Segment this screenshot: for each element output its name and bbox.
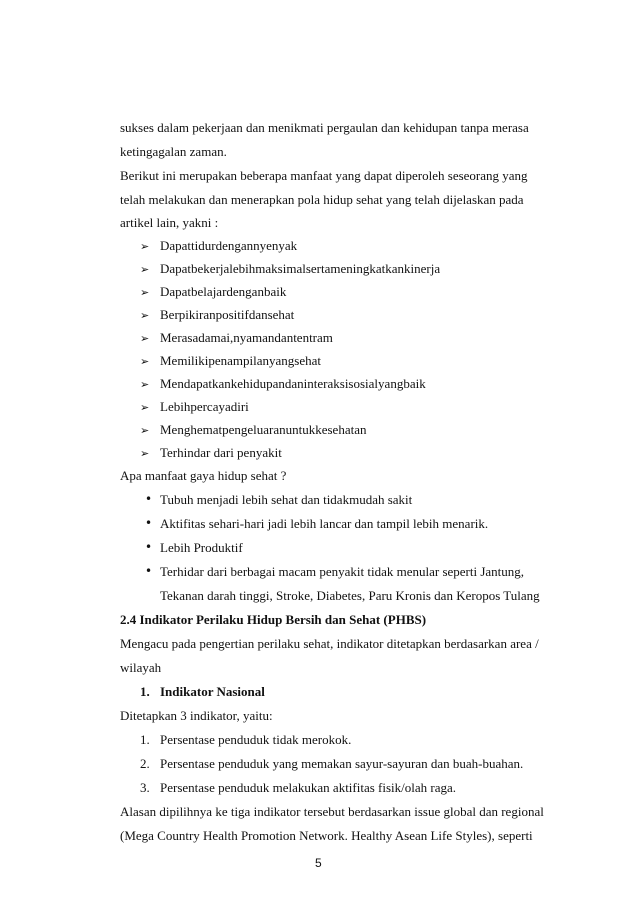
section-heading: 2.4 Indikator Perilaku Hidup Bersih dan Sehat (PHBS) — [120, 612, 427, 627]
arrow-bullet-icon: ➢ — [140, 401, 150, 414]
intro-line: artikel lain, yakni : — [120, 215, 219, 230]
arrow-bullet-icon: ➢ — [140, 332, 150, 345]
closing-paragraph-line: (Mega Country Health Promotion Network. Healthy Asean Life Styles), seperti — [120, 828, 533, 843]
answer-item: Aktifitas sehari-hari jadi lebih lancar dan tampil lebih menarik. — [160, 516, 489, 531]
answer-continuation: Tekanan darah tinggi, Stroke, Diabetes, Paru Kronis dan Keropos Tulang — [160, 588, 540, 603]
benefit-item: Dapatbelajardenganbaik — [160, 284, 287, 299]
section-paragraph-line: wilayah — [120, 660, 162, 675]
benefit-item: Mendapatkankehidupandaninteraksisosialyangbaik — [160, 376, 426, 391]
indicators-intro: Ditetapkan 3 indikator, yaitu: — [120, 708, 273, 723]
arrow-bullet-icon: ➢ — [140, 309, 150, 322]
answer-item: Terhidar dari berbagai macam penyakit tidak menular seperti Jantung, — [160, 564, 525, 579]
bullet-dot-icon: • — [145, 516, 153, 530]
answer-item: Tubuh menjadi lebih sehat dan tidakmudah sakit — [160, 492, 413, 507]
indicator-number: 1. — [140, 732, 150, 747]
arrow-bullet-icon: ➢ — [140, 355, 150, 368]
benefit-item: Merasadamai,nyamandantentram — [160, 330, 333, 345]
indicator-number: 3. — [140, 780, 150, 795]
benefit-item: Terhindar dari penyakit — [160, 445, 282, 460]
answer-item: Lebih Produktif — [160, 540, 243, 555]
arrow-bullet-icon: ➢ — [140, 286, 150, 299]
bullet-dot-icon: • — [145, 564, 153, 578]
question-text: Apa manfaat gaya hidup sehat ? — [120, 468, 287, 483]
bullet-dot-icon: • — [145, 540, 153, 554]
page-number: 5 — [315, 856, 322, 870]
subheading-number: 1. — [140, 684, 150, 699]
indicator-item: Persentase penduduk yang memakan sayur-sayuran dan buah-buahan. — [160, 756, 524, 771]
intro-line: ketingagalan zaman. — [120, 144, 227, 159]
arrow-bullet-icon: ➢ — [140, 263, 150, 276]
indicator-number: 2. — [140, 756, 150, 771]
intro-line: Berikut ini merupakan beberapa manfaat yang dapat diperoleh seseorang yang — [120, 168, 528, 183]
intro-line: telah melakukan dan menerapkan pola hidup sehat yang telah dijelaskan pada — [120, 192, 524, 207]
intro-line: sukses dalam pekerjaan dan menikmati pergaulan dan kehidupan tanpa merasa — [120, 120, 529, 135]
benefit-item: Dapatbekerjalebihmaksimalsertameningkatkankinerja — [160, 261, 441, 276]
section-paragraph-line: Mengacu pada pengertian perilaku sehat, indikator ditetapkan berdasarkan area / — [120, 636, 539, 651]
indicator-item: Persentase penduduk tidak merokok. — [160, 732, 352, 747]
arrow-bullet-icon: ➢ — [140, 240, 150, 253]
benefit-item: Berpikiranpositifdansehat — [160, 307, 295, 322]
arrow-bullet-icon: ➢ — [140, 378, 150, 391]
arrow-bullet-icon: ➢ — [140, 447, 150, 460]
benefit-item: Lebihpercayadiri — [160, 399, 249, 414]
subheading-text: Indikator Nasional — [160, 684, 265, 699]
benefit-item: Dapattidurdengannyenyak — [160, 238, 298, 253]
closing-paragraph-line: Alasan dipilihnya ke tiga indikator tersebut berdasarkan issue global dan regional — [120, 804, 544, 819]
benefit-item: Menghematpengeluaranuntukkesehatan — [160, 422, 367, 437]
indicator-item: Persentase penduduk melakukan aktifitas fisik/olah raga. — [160, 780, 457, 795]
arrow-bullet-icon: ➢ — [140, 424, 150, 437]
bullet-dot-icon: • — [145, 492, 153, 506]
benefit-item: Memilikipenampilanyangsehat — [160, 353, 322, 368]
